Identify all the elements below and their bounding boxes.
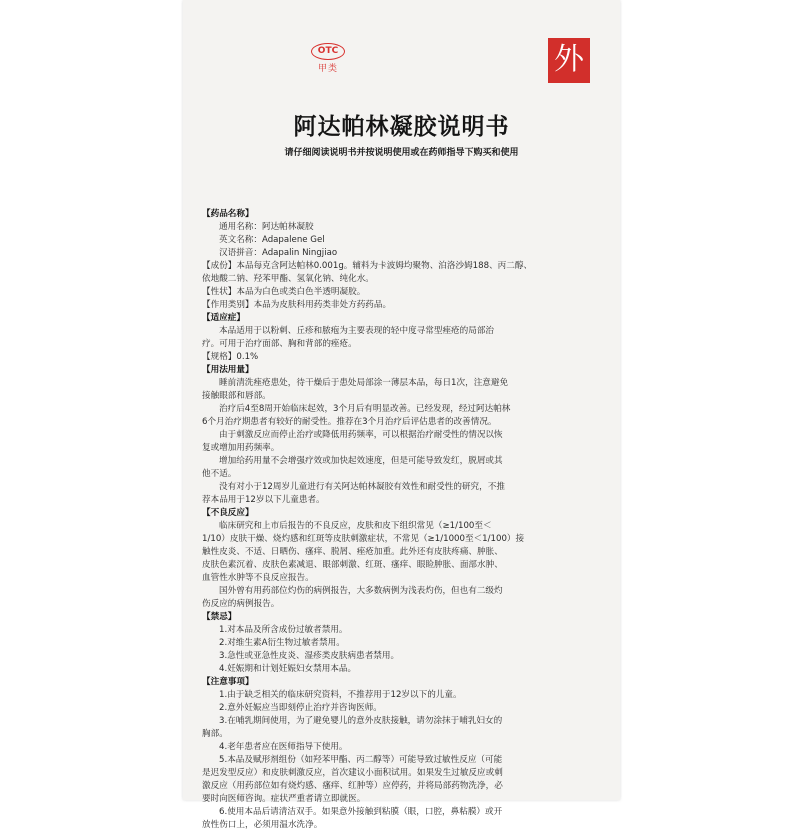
text-line: 6.使用本品后请清洁双手。如果意外接触到粘膜（眼，口腔，鼻粘膜）或开 <box>219 807 503 817</box>
otc-category-label: 甲类 <box>317 64 338 74</box>
text-line: 5.本品及赋形剂组份（如羟苯甲酯、丙二醇等）可能导致过敏性反应（可能 <box>219 755 503 765</box>
text-line: 胸部。 <box>202 729 228 739</box>
text-line: 1.对本品及所含成份过敏者禁用。 <box>219 625 348 635</box>
text-line: 通用名称：阿达帕林凝胶 <box>219 222 314 232</box>
text-line: 血管性水肿等不良反应报告。 <box>202 573 314 583</box>
section-heading: 【注意事项】 <box>202 677 254 687</box>
text-line: 国外曾有用药部位灼伤的病例报告，大多数病例为浅表灼伤，但也有二级灼 <box>219 586 503 596</box>
document-subtitle: 请仔细阅读说明书并按说明使用或在药师指导下购买和使用 <box>284 148 519 158</box>
text-line: 【规格】0.1% <box>202 352 259 362</box>
text-line: 荐本品用于12岁以下儿童患者。 <box>202 495 325 505</box>
text-line: 汉语拼音：Adapalin Ningjiao <box>219 248 338 258</box>
text-line: 皮肤色素沉着、皮肤色素减退、眼部刺激、红斑、瘙痒、眼睑肿胀、面部水肿、 <box>202 560 503 570</box>
leaflet-body <box>202 208 602 832</box>
text-line: 2.意外妊娠应当即刻停止治疗并咨询医师。 <box>219 703 382 713</box>
section-heading: 【不良反应】 <box>202 508 254 518</box>
external-use-badge: 外 <box>548 38 590 83</box>
text-line: 增加给药用量不会增强疗效或加快起效速度，但是可能导致发红，脱屑或其 <box>219 456 503 466</box>
text-line: 4.妊娠期和计划妊娠妇女禁用本品。 <box>219 664 357 674</box>
section-heading: 【药品名称】 <box>202 209 254 219</box>
section-heading: 【用法用量】 <box>202 365 254 375</box>
text-line: 本品适用于以粉刺、丘疹和脓疱为主要表现的轻中度寻常型痤疮的局部治 <box>219 326 495 336</box>
text-line: 要时向医师咨询。症状严重者请立即就医。 <box>202 794 366 804</box>
otc-badge <box>309 38 347 78</box>
text-line: 激反应（用药部位如有烧灼感、瘙痒、红肿等）应停药，并将局部药物洗净，必 <box>202 781 503 791</box>
text-line: 伤反应的病例报告。 <box>202 599 280 609</box>
text-line: 3.急性或亚急性皮炎、湿疹类皮肤病患者禁用。 <box>219 651 400 661</box>
text-line: 依地酸二钠、羟苯甲酯、氢氧化钠、纯化水。 <box>202 274 374 284</box>
text-line: 由于刺激反应而停止治疗或降低用药频率，可以根据治疗耐受性的情况以恢 <box>219 430 503 440</box>
text-line: 接触眼部和唇部。 <box>202 391 271 401</box>
text-line: 4.老年患者应在医师指导下使用。 <box>219 742 348 752</box>
text-line: 睡前清洗痤疮患处，待干燥后于患处局部涂一薄层本品，每日1次，注意避免 <box>219 378 509 388</box>
text-line: 1/10）皮肤干燥、烧灼感和红斑等皮肤刺激症状，不常见（≥1/1000至＜1/100）接 <box>202 534 525 544</box>
document-title: 阿达帕林凝胶说明书 <box>293 114 510 140</box>
otc-label: OTC <box>311 43 345 60</box>
text-line: 英文名称：Adapalene Gel <box>219 235 325 245</box>
text-line: 他不适。 <box>202 469 237 479</box>
text-line: 1.由于缺乏相关的临床研究资料，不推荐用于12岁以下的儿童。 <box>219 690 462 700</box>
text-line: 治疗后4至8周开始临床起效，3个月后有明显改善。已经发现，经过阿达帕林 <box>219 404 511 414</box>
text-line: 6个月治疗期患者有较好的耐受性。推荐在3个月治疗后评估患者的改善情况。 <box>202 417 497 427</box>
text-line: 【作用类别】本品为皮肤科用药类非处方药药品。 <box>202 300 392 310</box>
text-line: 【成份】本品每克含阿达帕林0.001g。辅料为卡波姆均聚物、泊洛沙姆188、丙二醇、 <box>202 261 533 271</box>
section-heading: 【适应症】 <box>202 313 245 323</box>
text-line: 3.在哺乳期间使用，为了避免婴儿的意外皮肤接触，请勿涂抹于哺乳妇女的 <box>219 716 503 726</box>
text-line: 没有对小于12周岁儿童进行有关阿达帕林凝胶有效性和耐受性的研究，不推 <box>219 482 505 492</box>
text-line: 复或增加用药频率。 <box>202 443 280 453</box>
text-line: 放性伤口上，必须用温水洗净。 <box>202 820 323 830</box>
text-line: 【性状】本品为白色或类白色半透明凝胶。 <box>202 287 366 297</box>
text-line: 触性皮炎、不适、日晒伤、瘙痒、脱屑、痤疮加重。此外还有皮肤疼痛、肿胀、 <box>202 547 503 557</box>
text-line: 疗。可用于治疗面部、胸和背部的痤疮。 <box>202 339 357 349</box>
text-line: 2.对维生素A衍生物过敏者禁用。 <box>219 638 345 648</box>
text-line: 临床研究和上市后报告的不良反应，皮肤和皮下组织常见（≥1/100至＜ <box>219 521 492 531</box>
section-heading: 【禁忌】 <box>202 612 237 622</box>
text-line: 是迟发型反应）和皮肤刺激反应，首次建议小面积试用。如果发生过敏反应或刺 <box>202 768 503 778</box>
